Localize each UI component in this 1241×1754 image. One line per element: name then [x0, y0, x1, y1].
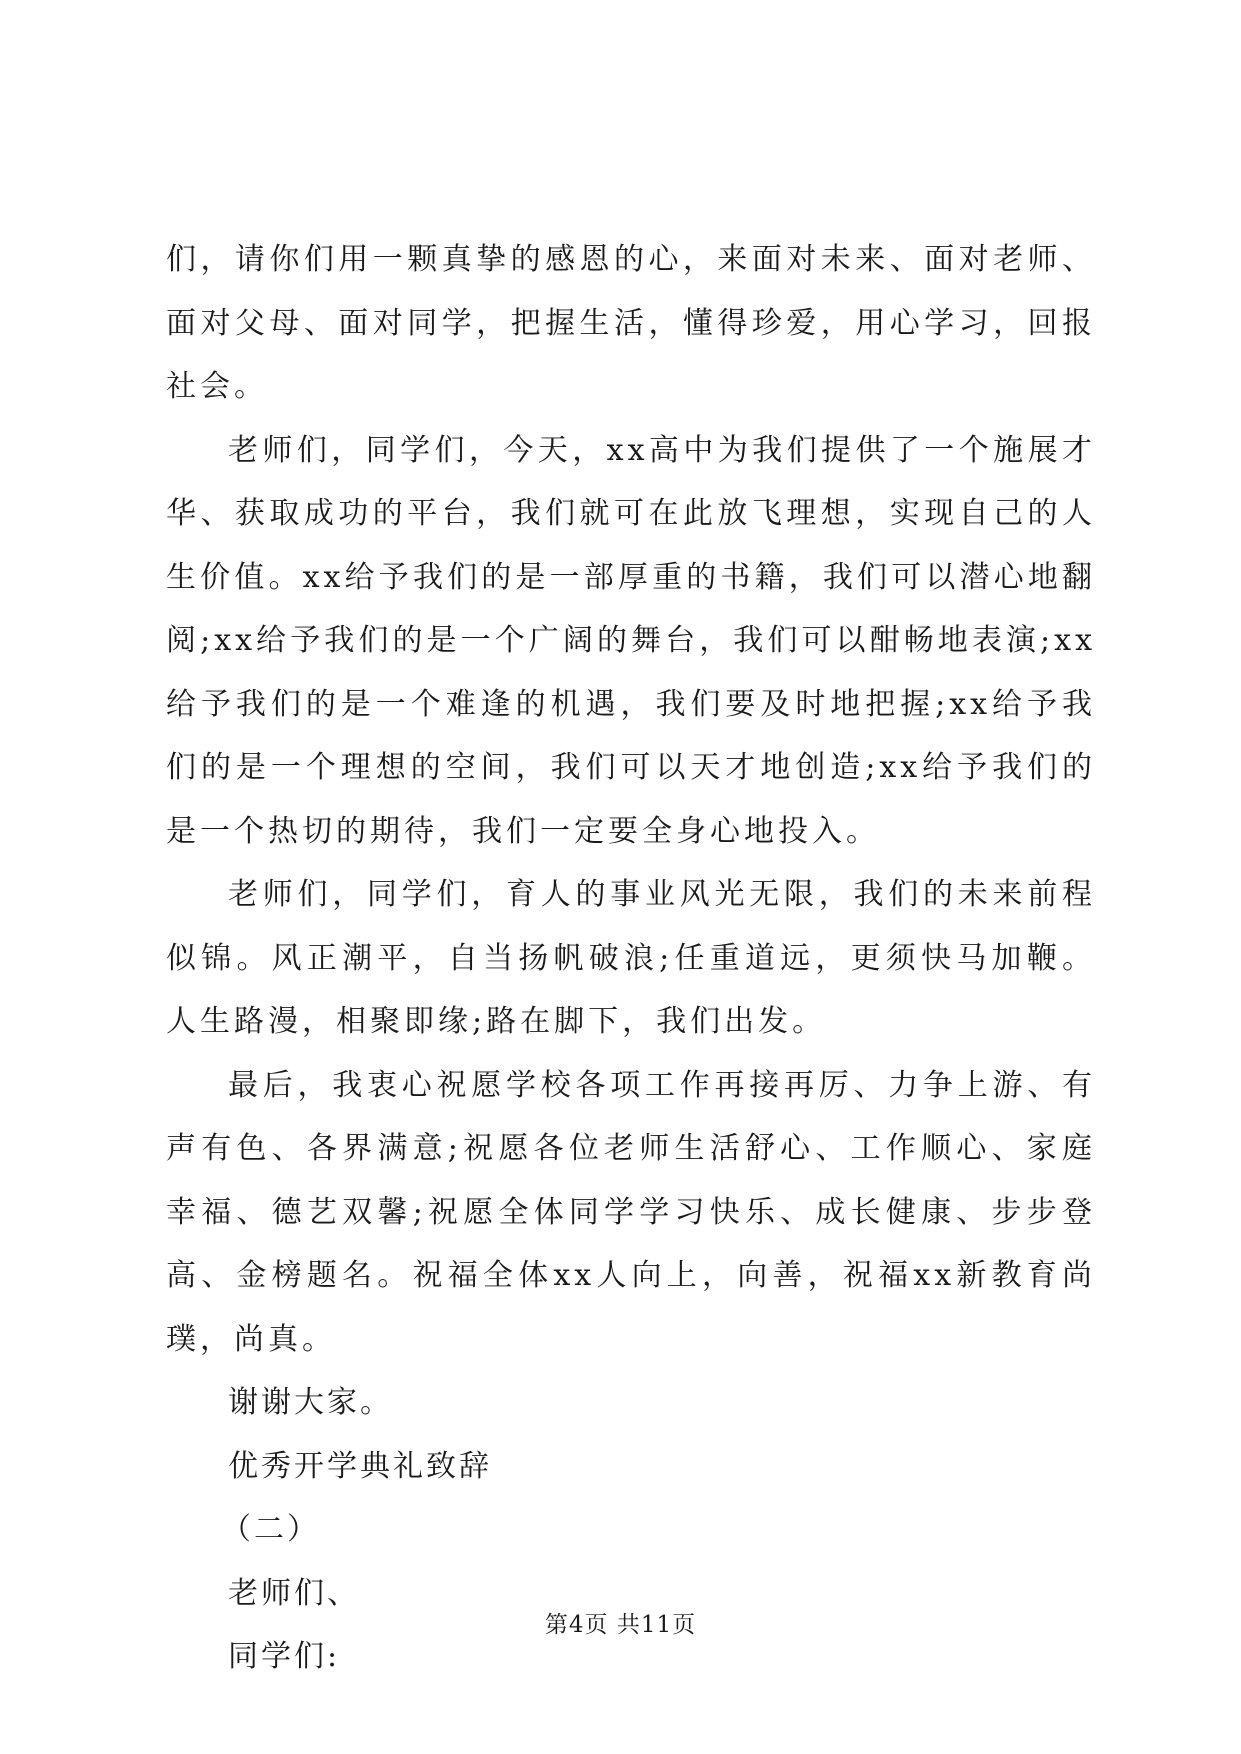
paragraph-platform: 老师们，同学们，今天，xx高中为我们提供了一个施展才华、获取成功的平台，我们就可在此放飞理想，实现自己的人生价值。xx给予我们的是一部厚重的书籍，我们可以潜心地翻阅;xx给予我们的是一个广阔的舞台，我们可以酣畅地表演;xx给予我们的是一个难逢的机遇，我们要及时地把握;xx给予我们的是一个理想的空间，我们可以天才地创造;xx给予我们的是一个热切的期待，我们一定要全身心地投入。 — [166, 432, 1096, 849]
page-number-footer: 第4页 共11页 — [544, 1612, 697, 1638]
paragraph-continuation: 们，请你们用一颗真挚的感恩的心，来面对未来、面对老师、面对父母、面对同学，把握生活，懂得珍爱，用心学习，回报社会。 — [166, 242, 1096, 404]
paragraph-future: 老师们，同学们，育人的事业风光无限，我们的未来前程似锦。风正潮平，自当扬帆破浪;任重道远，更须快马加鞭。人生路漫，相聚即缘;路在脚下，我们出发。 — [166, 877, 1096, 1039]
salutation-students: 同学们: — [228, 1639, 341, 1674]
thanks-line: 谢谢大家。 — [228, 1385, 393, 1420]
speech-title: 优秀开学典礼致辞 — [228, 1448, 492, 1484]
paragraph-wishes: 最后，我衷心祝愿学校各项工作再接再厉、力争上游、有声有色、各界满意;祝愿各位老师生活舒心、工作顺心、家庭幸福、德艺双馨;祝愿全体同学学习快乐、成长健康、步步登高、金榜题名。祝福全体xx人向上，向善，祝福xx新教育尚璞，尚真。 — [166, 1067, 1096, 1357]
document-body — [166, 228, 1096, 1689]
section-number: （二） — [221, 1512, 320, 1547]
salutation-teachers: 老师们、 — [228, 1575, 360, 1611]
